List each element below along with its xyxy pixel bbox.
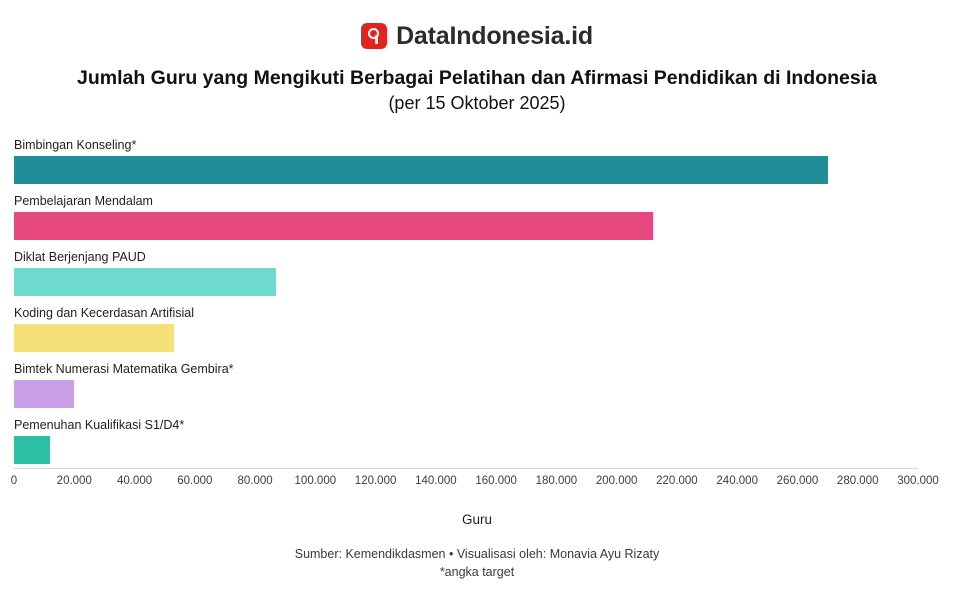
brand-name: DataIndonesia.id [396,21,593,50]
bar-category-label: Pemenuhan Kualifikasi S1/D4* [14,417,185,432]
bar-category-label: Bimbingan Konseling* [14,137,137,152]
chart-area [0,131,954,483]
x-axis-tick-label: 100.000 [294,475,337,487]
bar-group [14,195,918,241]
x-axis-tick-label: 60.000 [177,475,213,487]
x-axis-tick-label: 220.000 [656,475,698,487]
x-axis-title: Guru [461,512,492,527]
footer-source: Sumber: Kemendikdasmen • Visualisasi oleh: Monavia Ayu Rizaty [294,546,660,561]
x-axis-tick-label: 40.000 [116,475,153,487]
bar-plot [14,139,918,483]
x-axis-tick-label: 280.000 [836,475,879,487]
datain-logo-icon [361,23,387,49]
x-axis-tick-label: 260.000 [776,475,819,487]
footer-note: *angka target [439,565,515,580]
x-axis-tick-label: 300.000 [897,475,939,487]
bar [14,212,653,240]
page-title: Jumlah Guru yang Mengikuti Berbagai Pelatihan dan Afirmasi Pendidikan di Indonesia [76,67,877,89]
x-axis [10,469,939,491]
bar-category-label: Bimtek Numerasi Matematika Gembira* [14,361,234,376]
brand-header [0,0,954,54]
bar-group [14,419,918,465]
bar [14,436,50,464]
bar [14,156,828,184]
page-subtitle: (per 15 Oktober 2025) [388,93,566,114]
bar-category-label: Koding dan Kecerdasan Artifisial [14,305,194,320]
x-axis-tick-label: 140.000 [415,475,457,487]
bar [14,324,174,352]
x-axis-tick-label: 200.000 [595,475,638,487]
x-axis-tick-label: 180.000 [535,475,578,487]
x-axis-tick-label: 0 [10,475,18,487]
bar-category-label: Pembelajaran Mendalam [14,193,153,208]
bar-group [14,363,918,409]
bar-group [14,251,918,297]
bar [14,268,276,296]
bar-group [14,139,918,185]
bar [14,380,74,408]
x-axis-tick-label: 80.000 [237,475,273,487]
bar-category-label: Diklat Berjenjang PAUD [14,249,146,264]
x-axis-tick-label: 120.000 [354,475,397,487]
chart-footer [0,545,954,583]
x-axis-tick-label: 20.000 [56,475,92,487]
x-axis-tick-label: 240.000 [716,475,758,487]
bar-group [14,307,918,353]
x-axis-tick-label: 160.000 [475,475,517,487]
